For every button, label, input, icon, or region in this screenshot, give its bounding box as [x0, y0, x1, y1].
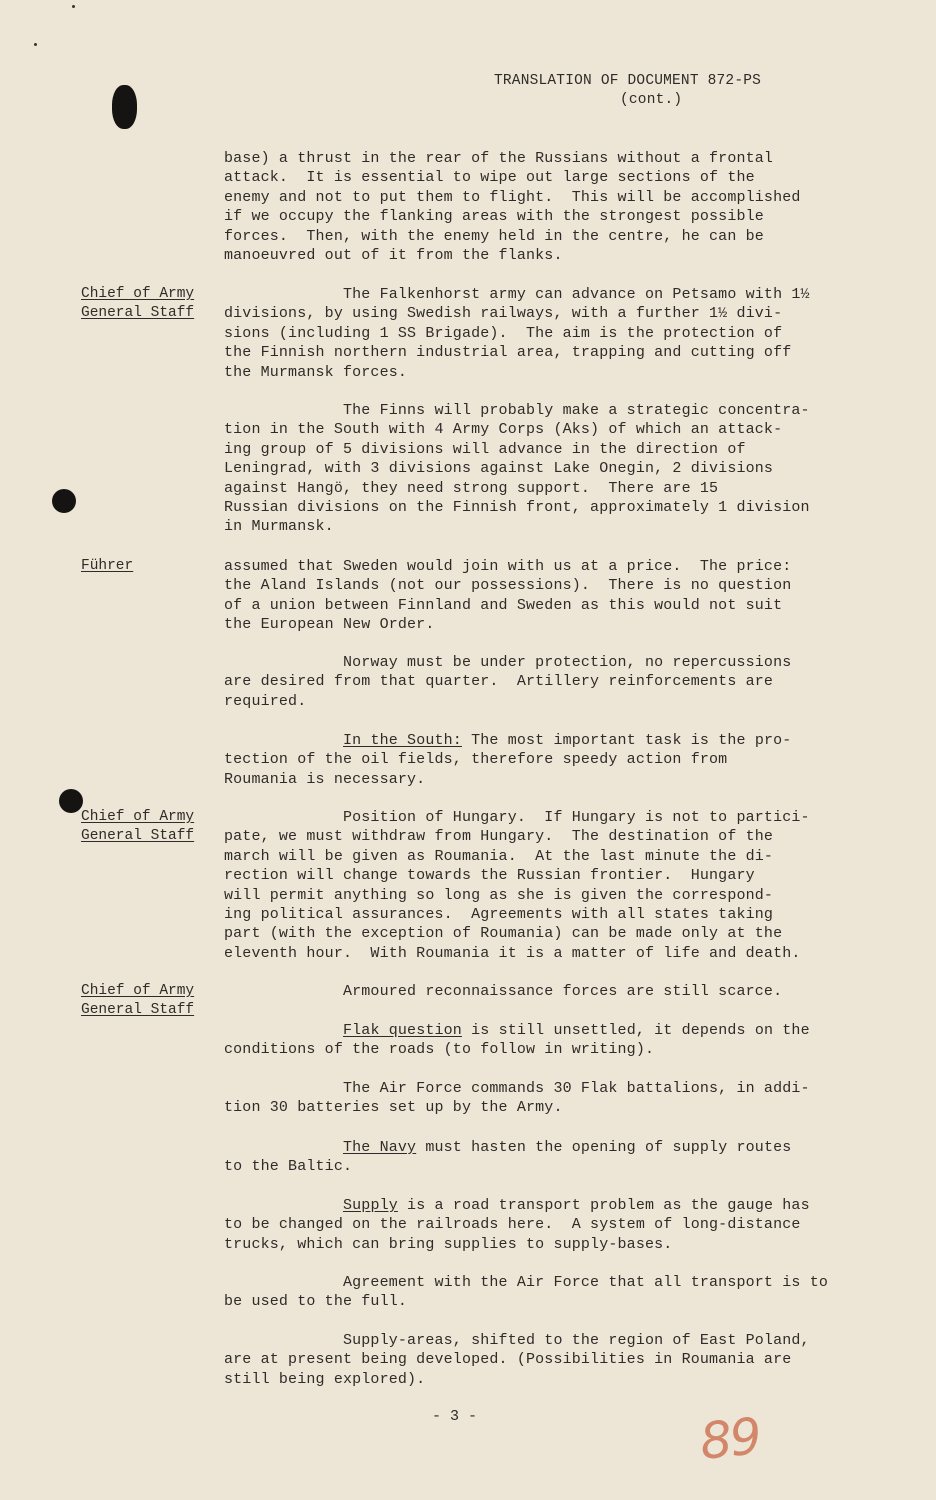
paragraph-14: Supply-areas, shifted to the region of East Poland, are at present being developed. (Possibilities in Roumania are still being explored). [224, 1332, 810, 1388]
paragraph-12: Supply is a road transport problem as the gauge has to be changed on the railroads here. A system of long-distance trucks, which can bring supplies to supply-bases. [224, 1197, 810, 1253]
paragraph-3: The Finns will probably make a strategic concentra- tion in the South with 4 Army Corps (Aks) of which an attack- ing group of 5 divisions will advance in the direction of Leningrad, with 3 divisions against Lake Onegin, 2 divisions against Hangö, they need strong support. There are 15 Russian divisions on the Finnish front, approximately 1 division in Murmansk. [224, 402, 810, 536]
paragraph-6: In the South: The most important task is the pro- tection of the oil fields, therefore speedy action from Roumania is necessary. [224, 732, 792, 788]
the-navy-heading: The Navy [342, 1139, 417, 1156]
page-number: - 3 - [432, 1408, 478, 1425]
document-header [494, 72, 794, 110]
speaker-chief-of-army-general-staff-3: Chief of Army General Staff [81, 983, 195, 1019]
in-the-south-heading: In the South: [342, 732, 462, 749]
punch-hole-top [112, 85, 137, 129]
paper-speck [34, 43, 37, 46]
speaker-chief-of-army-general-staff-1: Chief of Army General Staff [81, 286, 195, 322]
speaker-fuhrer: Führer [81, 558, 134, 574]
paper-speck [72, 5, 75, 8]
paragraph-5: Norway must be under protection, no repercussions are desired from that quarter. Artillery reinforcements are required. [224, 654, 792, 710]
paragraph-7: Position of Hungary. If Hungary is not to partici- pate, we must withdraw from Hungary. The destination of the march will be given as Roumania. At the last minute the di- rection will change towards the Russian frontier. Hungary will permit anything so long as she is given the correspond- ing political assurances. Agreements with all states taking part (with the exception of Roumania) can be made only at the eleventh hour. With Roumania it is a matter of life and death. [224, 809, 810, 962]
punch-hole-lower [59, 789, 83, 813]
paragraph-9: Flak question is still unsettled, it depends on the conditions of the roads (to follow in writing). [224, 1022, 810, 1059]
speaker-chief-of-army-general-staff-2: Chief of Army General Staff [81, 809, 195, 845]
document-title: TRANSLATION OF DOCUMENT 872-PS [494, 73, 762, 89]
paragraph-1: base) a thrust in the rear of the Russians without a frontal attack. It is essential to wipe out large sections of the enemy and not to put them to flight. This will be accomplished if we occupy the flanking areas with the strongest possible forces. Then, with the enemy held in the centre, he can be manoeuvred out of it from the flanks. [224, 150, 801, 265]
paragraph-13: Agreement with the Air Force that all transport is to be used to the full. [224, 1274, 828, 1311]
supply-heading: Supply [342, 1197, 398, 1214]
punch-hole-middle [52, 489, 76, 513]
continued-note: (cont.) [620, 92, 683, 108]
handwritten-folio-number: 89 [697, 1407, 763, 1471]
paragraph-2: The Falkenhorst army can advance on Petsamo with 1½ divisions, by using Swedish railways, with a further 1½ divi- sions (including 1 SS Brigade). The aim is the protection of the Finnish northern industrial area, trapping and cutting off the Murmansk forces. [224, 286, 810, 381]
paragraph-8: Armoured reconnaissance forces are still scarce. [224, 983, 783, 1000]
paragraph-10: The Air Force commands 30 Flak battalions, in addi- tion 30 batteries set up by the Army. [224, 1080, 810, 1117]
paragraph-4: assumed that Sweden would join with us at a price. The price: the Aland Islands (not our possessions). There is no question of a union between Finnland and Sweden as this would not suit the European New Order. [224, 558, 792, 634]
flak-question-heading: Flak question [342, 1022, 462, 1039]
paragraph-11: The Navy must hasten the opening of supply routes to the Baltic. [224, 1139, 792, 1176]
